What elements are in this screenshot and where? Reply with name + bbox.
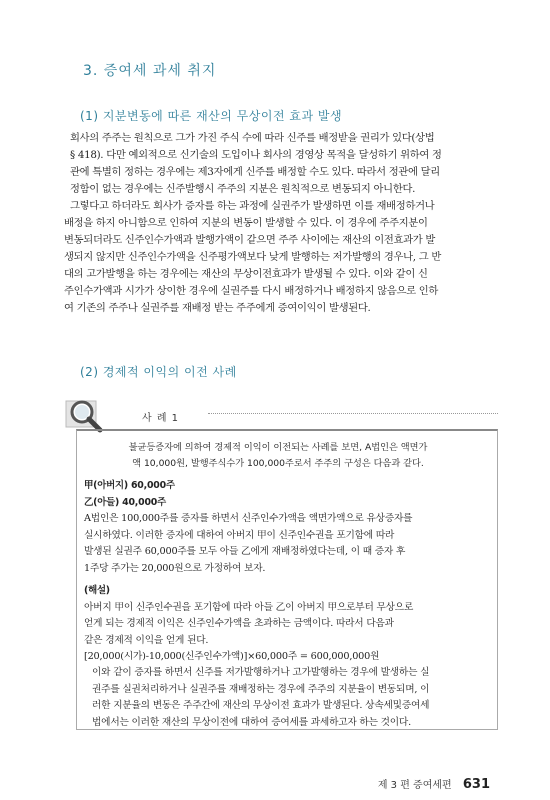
text-line: 액 10,000원, 발행주식수가 100,000주로서 주주의 구성은 다음과 같다. [132,458,424,469]
page-footer [378,776,490,792]
text-line: 생되지 않지만 신주인수가액을 신주평가액보다 낮게 발행하는 저가발행의 경우나, 그 반 [64,251,442,263]
text-line: 아버지 甲이 신주인수권을 포기함에 따라 아들 乙이 아버지 甲으로부터 무상으로 [84,601,414,613]
case-text [84,511,490,577]
text-line: 그렇다고 하더라도 회사가 증자를 하는 과정에 실권주가 발생하면 이를 재배정하거나 [70,200,435,212]
text-line: 실시하였다. 이러한 증자에 대하여 아버지 甲이 신주인수권을 포기함에 따라 [84,529,395,541]
text-line: 법에서는 이러한 재산의 무상이전에 대하여 증여세를 과세하고자 하는 것이다. [92,716,411,728]
section-title: 3. 증여세 과세 취지 [83,63,217,79]
page-number: 631 [462,777,490,792]
text-line: 주인수가액과 시가가 상이한 경우에 실권주를 다시 배정하거나 배정하지 않음으로 인하 [64,285,439,297]
subsection-title-2: (2) 경제적 이익의 이전 사례 [80,365,237,379]
explanation-label: (해설) [84,585,110,596]
formula: [20,000(시가)-10,000(신주인수가액)]×60,000주 = 600,000,000원 [84,651,380,662]
shareholder-1: 甲(아버지) 60,000주 [84,480,175,491]
text-line: 발생된 실권주 60,000주를 모두 아들 乙에게 재배정하였다는데, 이 때 증자 후 [84,546,406,557]
example-label: 사 례 1 [142,413,180,424]
shareholders [84,478,490,511]
text-line: 얻게 되는 경제적 이익은 신주인수가액을 초과하는 금액이다. 따라서 다음과 [84,618,394,629]
explanation [84,583,490,666]
divider [208,413,498,414]
paragraph-2 [64,198,488,317]
chapter-label: 제 3 편 증여세편 [377,780,452,791]
text-line: 1주당 주가는 20,000원으로 가정하여 보자. [84,562,266,574]
text-line: § 418). 다만 예외적으로 신기술의 도입이나 회사의 경영상 목적을 달성하기 위하여 정 [70,149,442,161]
text-line: 변동되더라도 신주인수가액과 발행가액이 같으면 주주 사이에는 재산의 이전효과가 발 [64,234,436,246]
text-line: 대의 고가발행을 하는 경우에는 재산의 무상이전효과가 발생될 수 있다. 이와 같이 신 [64,268,428,280]
paragraph-1 [64,130,488,198]
text-line: A법인은 100,000주를 증자를 하면서 신주인수가액을 액면가액으로 유상증자를 [84,513,413,524]
text-line: 권주를 실권처리하거나 실권주를 재배정하는 경우에 주주의 지분율이 변동되며, 이 [92,683,430,695]
shareholder-2: 乙(아들) 40,000주 [84,496,166,508]
text-line: 여 기존의 주주나 실권주를 재배정 받는 주주에게 증여이익이 발생된다. [64,302,371,314]
text-line: 같은 경제적 이익을 얻게 된다. [84,634,209,646]
conclusion [84,665,490,731]
text-line: 이와 같이 증자를 하면서 신주를 저가발행하거나 고가발행하는 경우에 발생하는 실 [92,667,430,678]
subsection-title-1: (1) 지분변동에 따른 재산의 무상이전 효과 발생 [80,109,343,123]
text-line: 회사의 주주는 원칙으로 그가 가진 주식 수에 따라 신주를 배정받을 권리가 있다(상법 [70,132,435,144]
example-intro [93,440,463,472]
text-line: 정함이 없는 경우에는 신주발행시 주주의 지분은 원칙적으로 변동되지 아니한다. [70,183,416,195]
text-line: 관에 특별히 정하는 경우에는 제3자에게 신주를 배정할 수도 있다. 따라서 정관에 달리 [70,166,440,178]
text-line: 불균등증자에 의하여 경제적 이익이 이전되는 사례를 보면, A법인은 액면가 [128,442,428,453]
text-line: 배정을 하지 아니함으로 인하여 지분의 변동이 발생할 수 있다. 이 경우에 주주지분이 [64,217,428,229]
text-line: 러한 지분율의 변동은 주주간에 재산의 무상이전 효과가 발생된다. 상속세및증여세 [92,700,430,711]
